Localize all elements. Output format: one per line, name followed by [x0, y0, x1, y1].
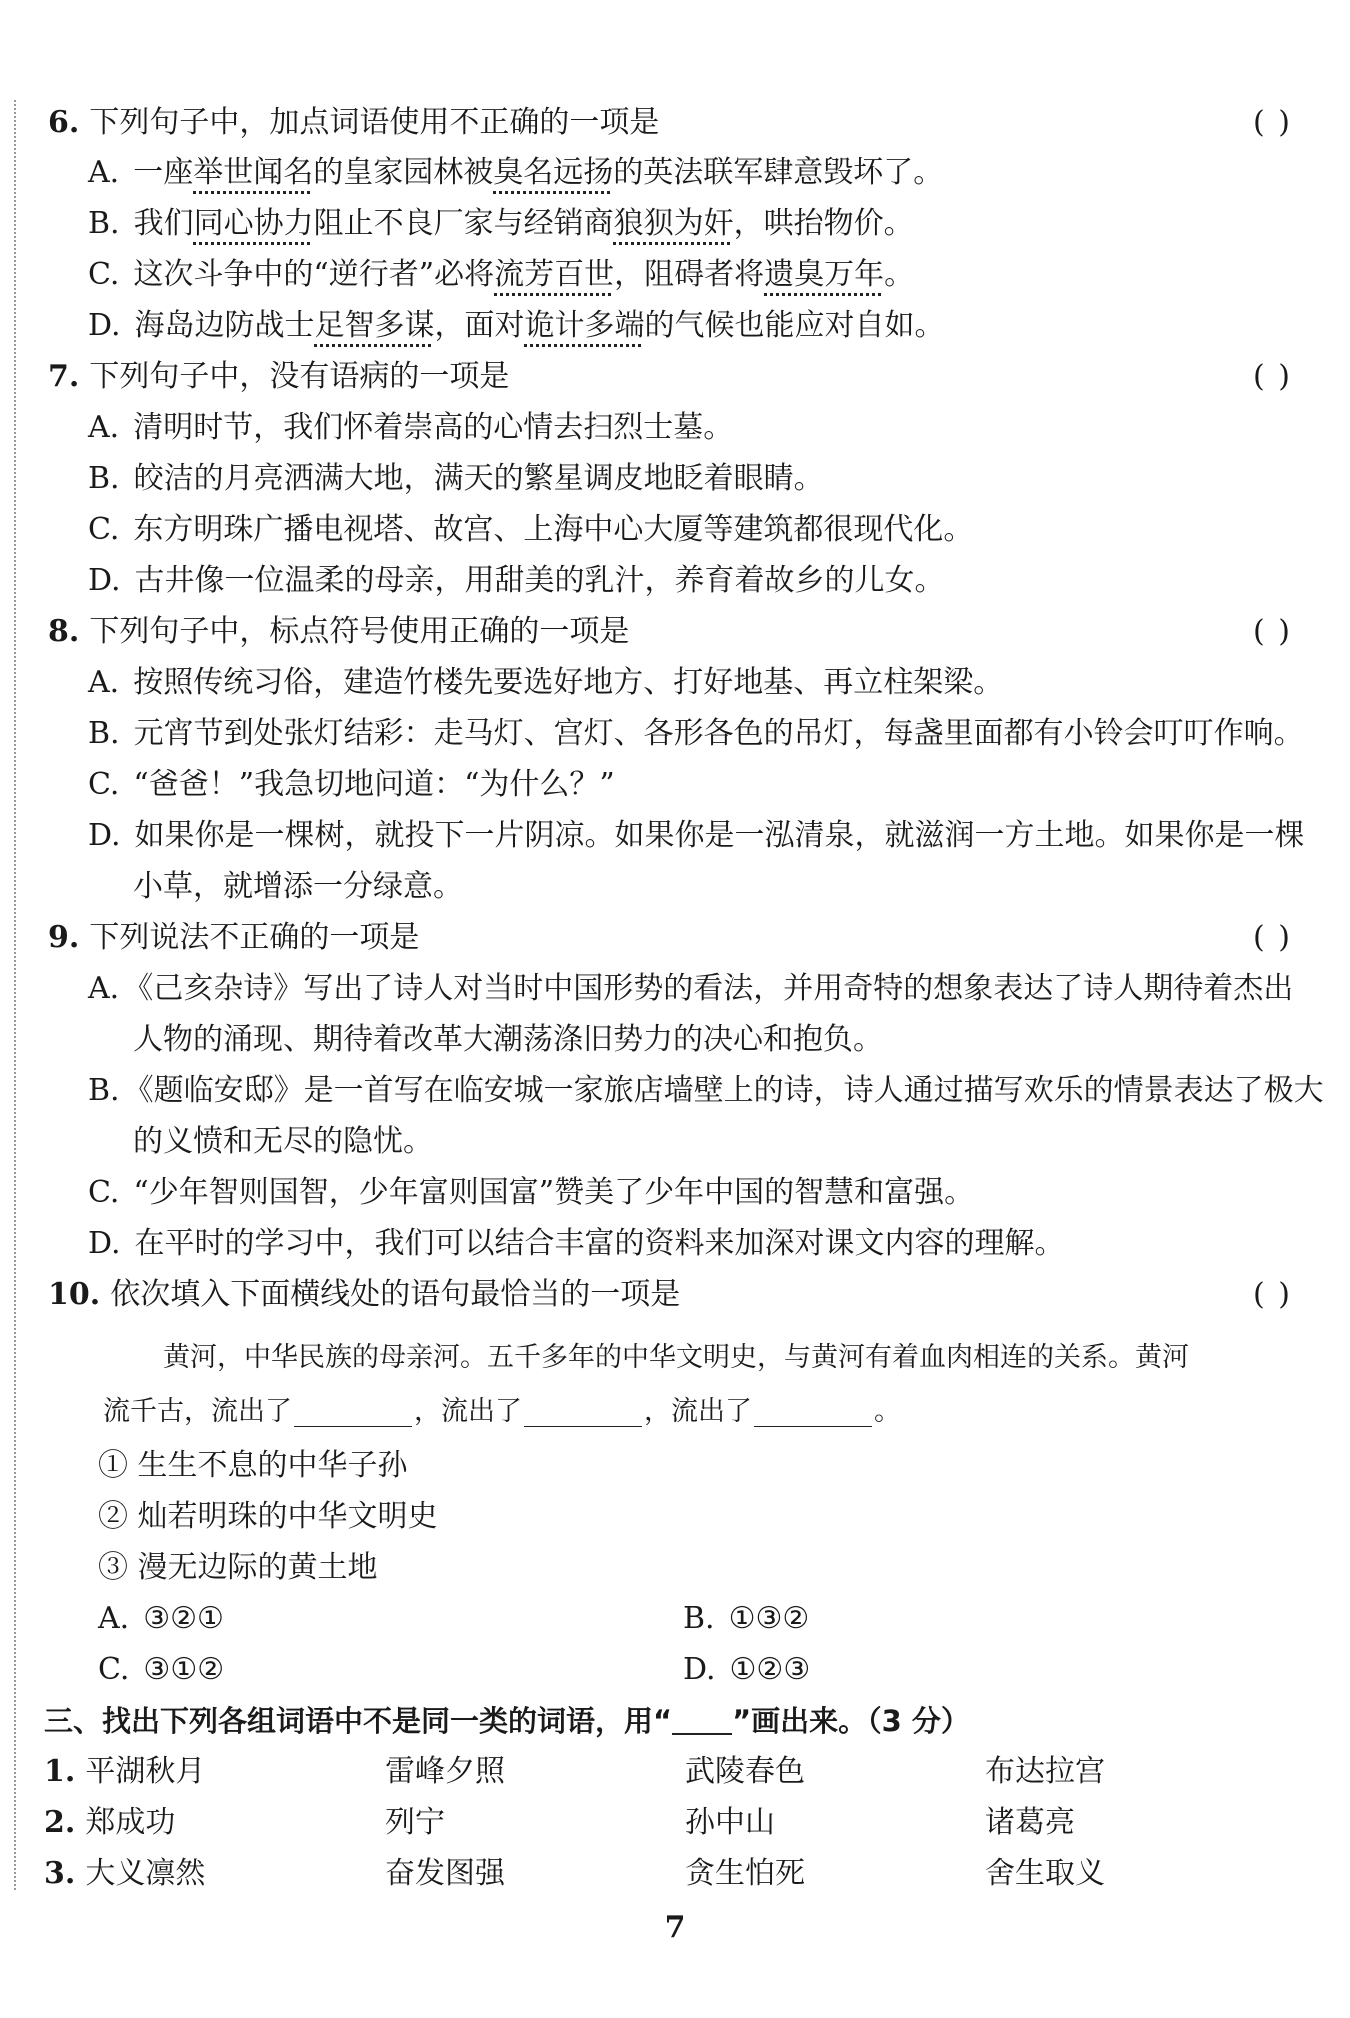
q9-option-b-cont: 的义愤和无尽的隐忧。 [133, 1124, 433, 1159]
q10-passage-line1: 黄河，中华民族的母亲河。五千多年的中华文明史，与黄河有着血肉相连的关系。黄河 [163, 1342, 1189, 1373]
q8-answer-paren[interactable]: ( ) [1253, 614, 1292, 649]
q8-option-d-cont: 小草，就增添一分绿意。 [133, 869, 463, 904]
q8-option-b: B. 元宵节到处张灯结彩：走马灯、宫灯、各形各色的吊灯，每盏里面都有小铃会叮叮作响。 [88, 716, 1304, 751]
q10-item-1: ① 生生不息的中华子孙 [98, 1448, 408, 1483]
word-option[interactable]: 雷峰夕照 [385, 1754, 505, 1789]
section-3-row-1: 1. 平湖秋月 [44, 1754, 206, 1789]
section-3-row-2: 2. 郑成功 [44, 1805, 176, 1840]
q8-option-a: A. 按照传统习俗，建造竹楼先要选好地方、打好地基、再立柱架梁。 [88, 665, 1004, 700]
q7-option-b: B. 皎洁的月亮洒满大地，满天的繁星调皮地眨着眼睛。 [88, 461, 824, 496]
word-option[interactable]: 布达拉宫 [985, 1754, 1105, 1789]
section-3-title: 三、找出下列各组词语中不是同一类的词语，用“ ”画出来。（3 分） [44, 1704, 970, 1738]
word-option[interactable]: 贪生怕死 [685, 1856, 805, 1891]
q10-option-d: D. ①②③ [683, 1652, 811, 1687]
question-8-stem: 8. 下列句子中，标点符号使用正确的一项是 [48, 614, 630, 649]
word-option[interactable]: 奋发图强 [385, 1856, 505, 1891]
q9-option-d: D. 在平时的学习中，我们可以结合丰富的资料来加深对课文内容的理解。 [88, 1226, 1065, 1261]
q10-option-a: A. ③②① [98, 1601, 224, 1636]
fill-blank-3[interactable] [754, 1398, 872, 1427]
word-option[interactable]: 武陵春色 [685, 1754, 805, 1789]
section-3-row-3: 3. 大义凛然 [44, 1856, 206, 1891]
fill-blank-2[interactable] [524, 1398, 642, 1427]
question-7-stem: 7. 下列句子中，没有语病的一项是 [48, 359, 510, 394]
fill-blank-1[interactable] [294, 1398, 412, 1427]
page-number: 7 [664, 1910, 686, 1945]
question-6-stem: 6. 下列句子中，加点词语使用不正确的一项是 [48, 105, 660, 140]
word-option[interactable]: 平湖秋月 [85, 1754, 206, 1789]
word-option[interactable]: 列宁 [385, 1805, 445, 1840]
q6-option-a: A. 一座 举世闻名 的皇家园林被 臭名远扬 的英法联军肆意毁坏了。 [88, 155, 944, 190]
q7-option-d: D. 古井像一位温柔的母亲，用甜美的乳汁，养育着故乡的儿女。 [88, 563, 945, 598]
q8-option-d: D. 如果你是一棵树，就投下一片阴凉。如果你是一泓清泉，就滋润一方土地。如果你是一棵 [88, 818, 1305, 853]
word-option[interactable]: 诸葛亮 [985, 1805, 1075, 1840]
q10-passage-line2: 流千古，流出了 ，流出了 ，流出了 。 [103, 1396, 901, 1427]
q6-option-b: B. 我们 同心协力 阻止不良厂家与经销商 狼狈为奸 ，哄抬物价。 [88, 206, 914, 241]
q8-option-c: C. “爸爸！”我急切地问道：“为什么？” [88, 767, 615, 802]
q9-option-b: B. 《题临安邸》是一首写在临安城一家旅店墙壁上的诗，诗人通过描写欢乐的情景表达了极大 [88, 1073, 1324, 1108]
q7-option-a: A. 清明时节，我们怀着崇高的心情去扫烈士墓。 [88, 410, 734, 445]
q10-item-3: ③ 漫无边际的黄土地 [98, 1550, 378, 1585]
q7-answer-paren[interactable]: ( ) [1253, 359, 1292, 394]
underline-sample [672, 1707, 732, 1735]
margin-dotted-rule [14, 100, 16, 1890]
q10-option-b: B. ①③② [683, 1601, 810, 1636]
q10-item-2: ② 灿若明珠的中华文明史 [98, 1499, 438, 1534]
word-option[interactable]: 郑成功 [85, 1805, 176, 1840]
q9-answer-paren[interactable]: ( ) [1253, 920, 1292, 955]
q7-option-c: C. 东方明珠广播电视塔、故宫、上海中心大厦等建筑都很现代化。 [88, 512, 974, 547]
q6-option-d: D. 海岛边防战士 足智多谋 ，面对 诡计多端 的气候也能应对自如。 [88, 308, 945, 343]
word-option[interactable]: 大义凛然 [85, 1856, 206, 1891]
q6-option-c: C. 这次斗争中的“逆行者”必将 流芳百世 ，阻碍者将 遗臭万年 。 [88, 257, 915, 292]
q9-option-a: A. 《己亥杂诗》写出了诗人对当时中国形势的看法，并用奇特的想象表达了诗人期待着杰出 [88, 971, 1294, 1006]
q9-option-a-cont: 人物的涌现、期待着改革大潮荡涤旧势力的决心和抱负。 [133, 1022, 883, 1057]
q9-option-c: C. “少年智则国智，少年富则国富”赞美了少年中国的智慧和富强。 [88, 1175, 975, 1210]
question-10-stem: 10. 依次填入下面横线处的语句最恰当的一项是 [48, 1277, 681, 1312]
q10-answer-paren[interactable]: ( ) [1253, 1277, 1292, 1312]
q6-answer-paren[interactable]: ( ) [1253, 105, 1292, 140]
word-option[interactable]: 孙中山 [685, 1805, 775, 1840]
question-9-stem: 9. 下列说法不正确的一项是 [48, 920, 420, 955]
word-option[interactable]: 舍生取义 [985, 1856, 1105, 1891]
q10-option-c: C. ③①② [98, 1652, 225, 1687]
